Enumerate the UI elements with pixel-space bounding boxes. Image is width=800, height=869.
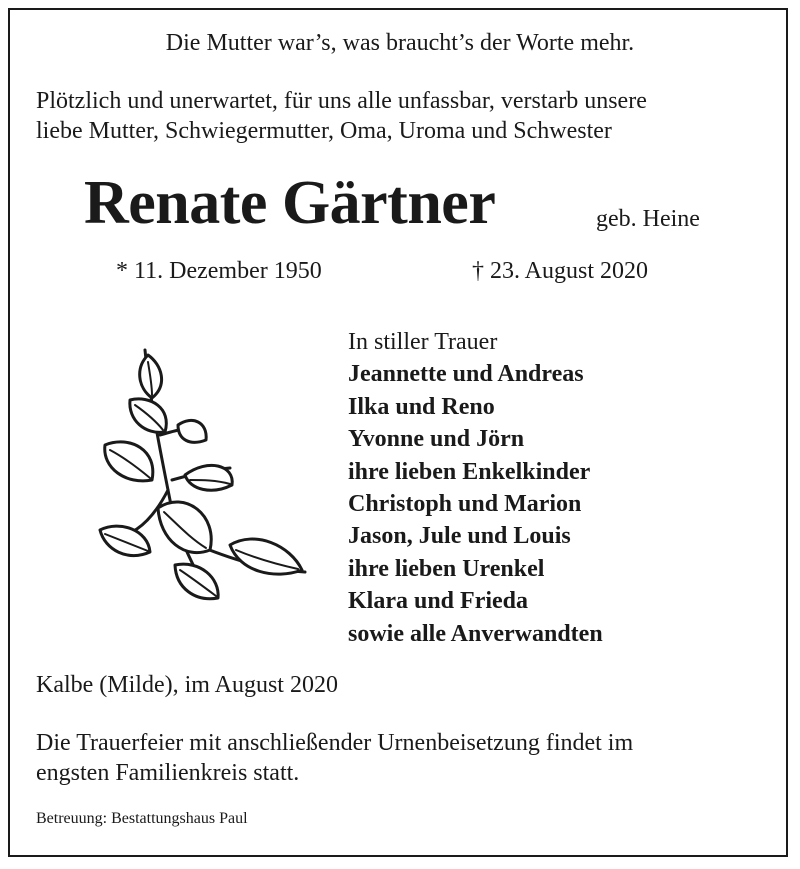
memorial-quote: Die Mutter war’s, was braucht’s der Worte mehr. — [165, 30, 635, 56]
mourner-line: Jeannette und Andreas — [348, 361, 584, 388]
ceremony-text-line-1: Die Trauerfeier mit anschließender Urnenbeisetzung findet im — [36, 730, 634, 756]
mourner-line: ihre lieben Urenkel — [348, 555, 545, 582]
mourners-intro: In stiller Trauer — [348, 329, 498, 355]
mourner-line: Klara und Frieda — [348, 588, 529, 615]
leaf-branch-icon — [90, 340, 320, 610]
intro-text-line-1: Plötzlich und unerwartet, für uns alle unfassbar, verstarb unsere — [36, 88, 647, 114]
mourner-line: Yvonne und Jörn — [348, 426, 525, 453]
death-date: † 23. August 2020 — [472, 258, 649, 284]
mourner-line: Jason, Jule und Louis — [348, 523, 571, 550]
maiden-name: geb. Heine — [596, 206, 700, 232]
place-and-date: Kalbe (Milde), im August 2020 — [36, 672, 338, 698]
ceremony-text-line-2: engsten Familienkreis statt. — [36, 760, 300, 786]
birth-date: * 11. Dezember 1950 — [116, 258, 322, 284]
deceased-name: Renate Gärtner — [84, 169, 496, 237]
mourner-line: Christoph und Marion — [348, 491, 582, 518]
mourners-list — [348, 326, 603, 650]
mourner-line: sowie alle Anverwandten — [348, 620, 603, 647]
mourner-line: ihre lieben Enkelkinder — [348, 458, 591, 485]
funeral-home-credit: Betreuung: Bestattungshaus Paul — [36, 810, 248, 827]
intro-text-line-2: liebe Mutter, Schwiegermutter, Oma, Uroma und Schwester — [36, 118, 612, 144]
mourner-line: Ilka und Reno — [348, 393, 495, 420]
